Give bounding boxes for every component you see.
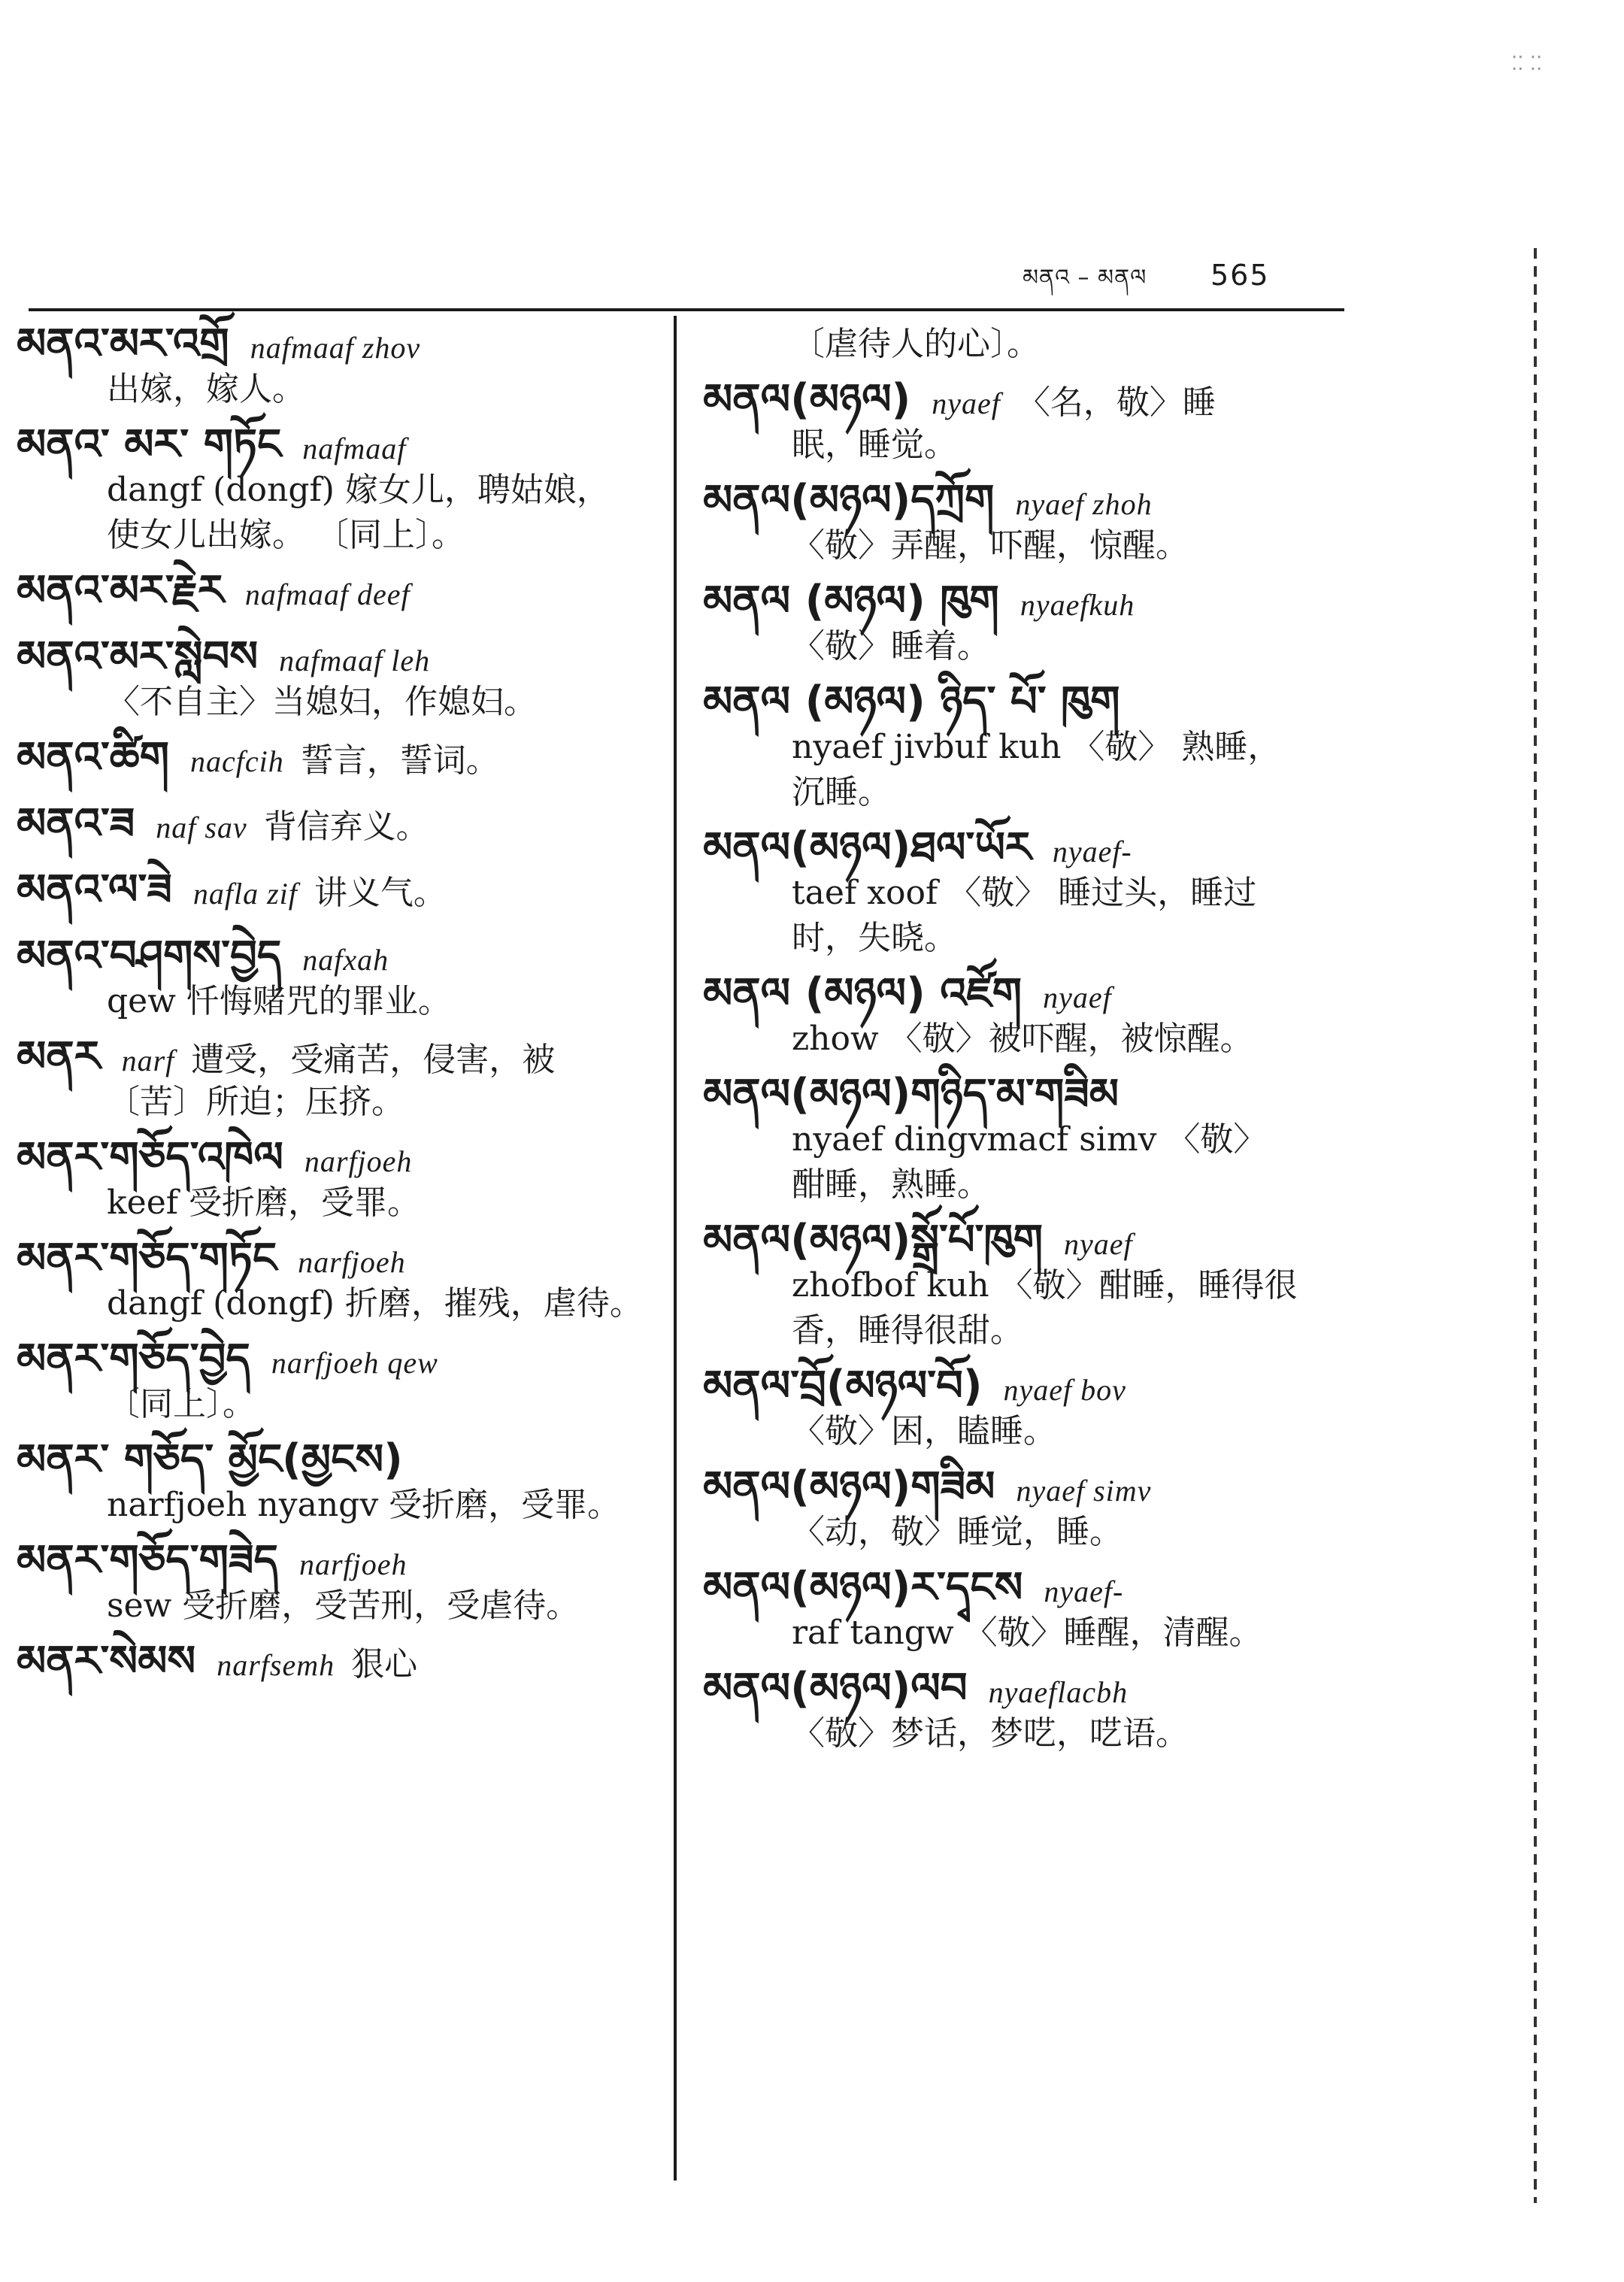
definition-line [17,513,665,558]
tibetan-headword: མནའ་བཤགས་བྱེད [17,932,282,980]
romanization: nyaef [1043,980,1112,1014]
definition-line [703,1510,1342,1555]
definition: 香，睡得很甜。 [792,1311,1023,1350]
page-number: 565 [1210,259,1270,292]
romanization: narfjoeh qew [271,1346,438,1380]
romanization: nyaef- [1044,1574,1124,1608]
definition: nyaef jivbuf kuh 〈敬〉 熟睡， [792,728,1281,766]
definition: 〔虐待人的心〕。 [792,325,1040,363]
tibetan-headword: མནར་ གཅོད་ མྱོང(མྱངས) [17,1435,403,1484]
tibetan-headword: མནལ(མཉལ)སྒྲོ་པོ་ཁུག [703,1216,1044,1265]
definition-line [703,1611,1342,1656]
right-column [703,322,1342,1756]
definition-line [17,680,665,725]
tibetan-headword: མནའ་མར་སླེབས [17,632,259,681]
romanization: nyaef [932,386,1001,420]
definition: 狠心 [351,1645,418,1683]
tibetan-headword: མནའ་ མར་ གཏོང [17,420,282,469]
tibetan-headword: མནར་གཅོད་གཏོང [17,1234,277,1283]
tibetan-headword: མནལ(མཉལ)གཟིམ [703,1462,995,1511]
tibetan-headword: མནལ (མཉལ) ཁུག [703,577,999,626]
romanization: naf sav [156,811,247,844]
entry-headword-line [703,1072,1342,1117]
tibetan-headword: མནལ (མཉལ) འཛོག [703,969,1023,1018]
romanization: nafla zif [192,877,298,911]
definition: 沉睡。 [792,773,891,811]
entry-headword-line [17,568,665,614]
entry-headword-line [17,1337,665,1382]
entry-headword-line [17,799,665,848]
romanization: nyaefkuh [1020,588,1135,622]
romanization: nyaef [1064,1227,1133,1261]
definition: 〈敬〉梦话，梦呓，呓语。 [792,1714,1189,1753]
entry-headword-line [17,1032,665,1081]
definition: zhofbof kuh 〈敬〉酣睡，睡得很 [792,1266,1298,1305]
left-column [17,322,665,1684]
romanization: narfsemh [217,1648,335,1682]
romanization: nyaef zhoh [1015,487,1153,521]
definition: 〔同上〕。 [107,1385,256,1423]
tibetan-headword: མནལ(མཉལ)གཉིད་མ་གཟིམ [703,1070,1120,1119]
romanization: narfjoeh [304,1144,413,1178]
definition: 遭受，受痛苦，侵害，被 [191,1041,556,1079]
column-divider [674,316,677,2180]
entry-headword-line [703,1364,1342,1409]
entry-headword-line [703,971,1342,1017]
entry-headword-line [17,735,665,780]
entry-headword-line [703,1462,1342,1511]
entry-headword-line [17,1236,665,1281]
definition: nyaef dingvmacf simv 〈敬〉 [792,1120,1267,1159]
romanization: nafmaaf zhov [250,331,421,365]
definition: 〈敬〉困，瞌睡。 [792,1412,1056,1450]
definition: keef 受折磨，受罪。 [107,1183,421,1222]
definition-line [17,468,665,513]
romanization: nafxah [302,943,389,977]
definition: 出嫁，嫁人。 [107,370,305,408]
definition: 〈不自主〉当媳妇，作媳妇。 [107,683,537,721]
romanization: nyaef simv [1016,1474,1152,1508]
definition-line [703,1117,1342,1162]
definition: dangf (dongf) 嫁女儿，聘姑娘， [107,471,610,509]
tibetan-headword: མནའ་མར་རྗེར [17,566,224,615]
entry-headword-line [17,1135,665,1180]
entry-headword-line [703,823,1342,872]
entry-headword-line [17,865,665,914]
definition-line [703,523,1342,568]
entry-headword-line [703,579,1342,624]
tibetan-headword: མནལ་བྲོ(མཉལ་བོ) [703,1362,983,1411]
definition: 时，失晓。 [792,919,957,957]
definition-line [17,1281,665,1326]
entry-headword-line [703,1218,1342,1263]
tibetan-headword: མནལ(མཉལ)དཀྲོག [703,476,995,525]
definition-line [703,725,1342,770]
definition-line [703,871,1342,916]
definition-line [703,624,1342,669]
romanization: nyaef bov [1003,1373,1126,1407]
definition: 〈名，敬〉睡 [1017,383,1216,422]
definition: 誓言，誓词。 [300,741,499,780]
tibetan-headword: མནའ་ཚིག [17,733,169,782]
header-rule [29,308,1344,311]
definition: 〈敬〉睡着。 [792,627,990,665]
definition-line [17,979,665,1024]
romanization: narfjoeh [298,1547,408,1581]
definition: 〔苦〕所迫；压挤。 [107,1083,404,1121]
definition-line [703,1162,1342,1208]
definition: qew 忏悔赌咒的罪业。 [107,982,451,1020]
definition: 〈敬〉弄醒，吓醒，惊醒。 [792,526,1189,565]
definition: 〈动，敬〉睡觉，睡。 [792,1513,1123,1551]
romanization: nafmaaf [302,432,407,465]
tibetan-headword: མནལ(མཉལ)ཐལ་ཡོར [703,823,1032,872]
tibetan-headword: མནའ་ཟ [17,799,135,848]
romanization: nacfcih [190,744,284,778]
definition-line [703,322,1342,367]
entry-headword-line [17,1435,665,1484]
entry-headword-line [17,420,665,469]
definition-line [17,1583,665,1629]
tibetan-headword: མནར [17,1032,101,1081]
definition: taef xoof 〈敬〉 睡过头，睡过 [792,874,1257,912]
tibetan-headword: མནའ་མར་འགྲོ [17,320,229,368]
definition-line [703,1409,1342,1454]
romanization: narfjoeh [298,1245,406,1279]
scan-specks: ⁚⁚ ⁚⁚ [1511,53,1543,75]
tibetan-headword: མནར་གཅོད་འཁེལ [17,1133,283,1182]
tibetan-headword: མནལ(མཉལ)ར་དྭངས [703,1563,1023,1612]
definition-line [703,1263,1342,1308]
definition: 背信弃义。 [263,808,429,846]
tibetan-headword: མནའ་ལ་ཟེ [17,865,172,914]
definition: 眠，睡觉。 [792,426,957,464]
definition: 讲义气。 [314,874,447,912]
romanization: nafmaaf leh [279,644,431,677]
entry-headword-line [17,632,665,681]
scan-edge [1534,248,1537,2203]
definition: narfjoeh nyangv 受折磨，受罪。 [107,1486,621,1524]
entry-headword-line [703,1666,1342,1711]
entry-headword-line [703,478,1342,523]
entry-headword-line [17,934,665,979]
definition-line [17,1080,665,1125]
definition-line [703,1017,1342,1062]
entry-headword-line [703,677,1342,726]
entry-range-header: མནའ – མནལ [1023,265,1147,291]
definition-line [703,1711,1342,1756]
tibetan-headword: མནར་སེམས [17,1637,196,1686]
romanization: nyaeflacbh [988,1675,1129,1709]
romanization: narf [121,1044,175,1077]
definition: 酣睡，熟睡。 [792,1165,990,1204]
tibetan-headword: མནར་གཅོད་བྱེད [17,1335,250,1383]
entry-headword-line [17,1538,665,1583]
tibetan-headword: མནར་གཅོད་གཟེད [17,1536,278,1585]
definition-line [17,367,665,412]
definition-line [17,1483,665,1528]
definition: sew 受折磨，受苦刑，受虐待。 [107,1586,580,1625]
definition-line [703,916,1342,961]
romanization: nafmaaf deef [244,577,411,611]
definition-line [17,1382,665,1427]
tibetan-headword: མནལ (མཉལ) ཉིད་ པོ་ ཁུག [703,677,1120,726]
definition-line [17,1180,665,1226]
definition: zhow 〈敬〉被吓醒，被惊醒。 [792,1020,1253,1058]
definition-line [703,1308,1342,1353]
definition-line [703,770,1342,815]
definition: 使女儿出嫁。 〔同上〕。 [107,516,465,554]
definition-line [703,423,1342,468]
entry-headword-line [17,1639,665,1684]
romanization: nyaef- [1052,835,1132,868]
entry-headword-line [17,322,665,367]
definition: dangf (dongf) 折磨，摧残，虐待。 [107,1284,643,1323]
definition: raf tangw 〈敬〉睡醒，清醒。 [792,1614,1262,1652]
entry-headword-line [703,1565,1342,1611]
tibetan-headword: མནལ(མཉལ)ལབ [703,1664,968,1713]
tibetan-headword: མནལ(མཉལ) [703,375,911,424]
entry-headword-line [703,377,1342,423]
